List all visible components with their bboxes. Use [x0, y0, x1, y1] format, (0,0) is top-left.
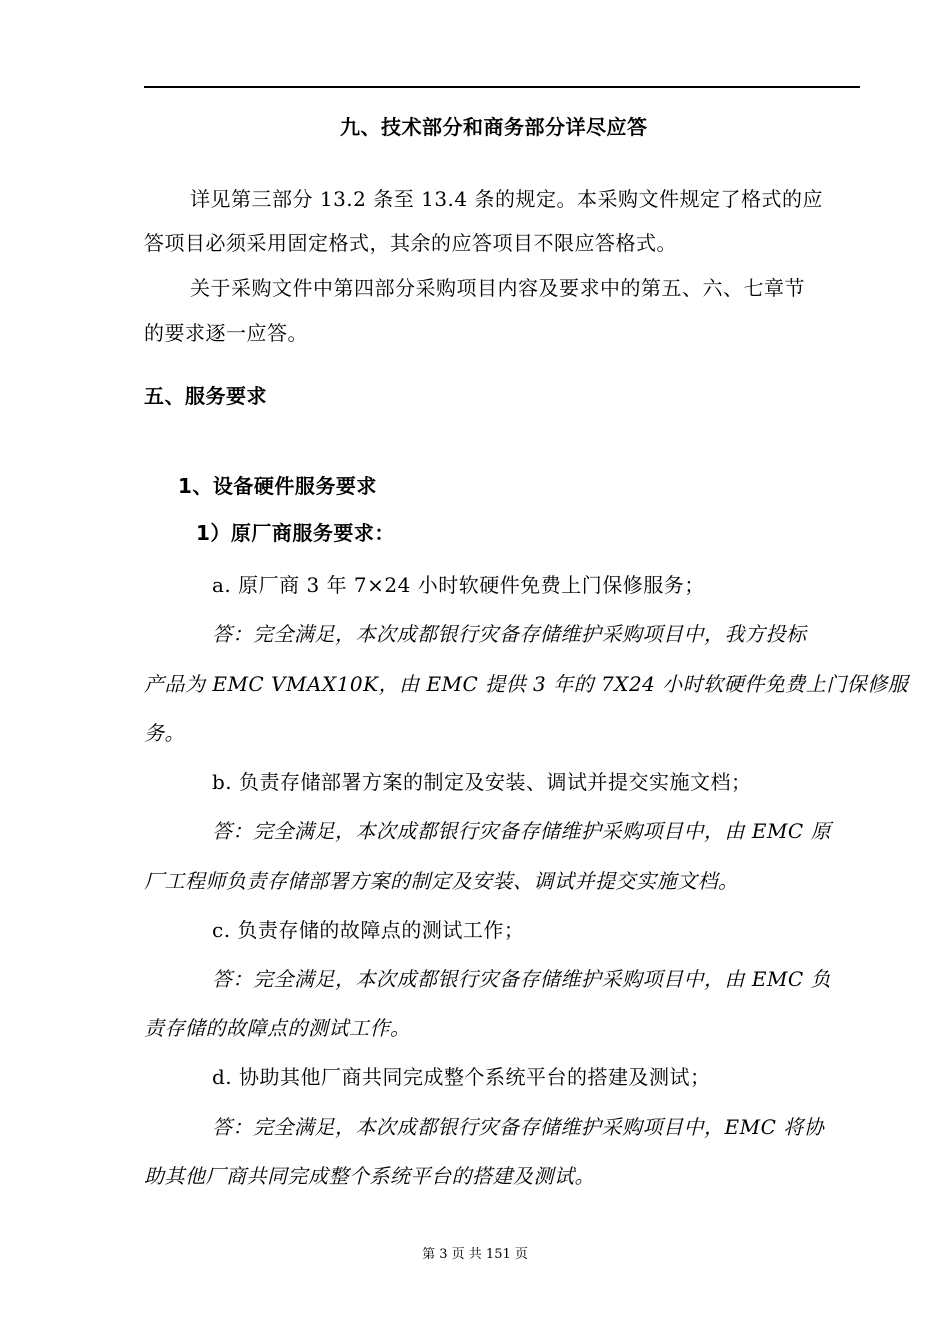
- requirement-a: a. 原厂商 3 年 7×24 小时软硬件免费上门保修服务；: [212, 573, 705, 597]
- requirement-c: c. 负责存储的故障点的测试工作；: [212, 918, 525, 942]
- intro-line-4: 的要求逐一应答。: [144, 321, 308, 345]
- answer-d-line-1: 答：完全满足，本次成都银行灾备存储维护采购项目中，EMC 将协: [212, 1115, 825, 1139]
- answer-c-line-1: 答：完全满足，本次成都银行灾备存储维护采购项目中，由 EMC 负: [212, 967, 832, 991]
- header-rule: [144, 86, 860, 88]
- answer-d-line-2: 助其他厂商共同完成整个系统平台的搭建及测试。: [144, 1164, 595, 1188]
- answer-a-line-1: 答：完全满足，本次成都银行灾备存储维护采购项目中，我方投标: [212, 622, 807, 646]
- intro-line-1: 详见第三部分 13.2 条至 13.4 条的规定。本采购文件规定了格式的应: [190, 187, 823, 211]
- intro-line-2: 答项目必须采用固定格式，其余的应答项目不限应答格式。: [144, 231, 677, 255]
- section-title: 九、技术部分和商务部分详尽应答: [340, 115, 648, 139]
- requirement-d: d. 协助其他厂商共同完成整个系统平台的搭建及测试；: [212, 1065, 711, 1089]
- answer-a-line-2: 产品为 EMC VMAX10K，由 EMC 提供 3 年的 7X24 小时软硬件免费上门保修服: [144, 672, 909, 696]
- answer-b-line-1: 答：完全满足，本次成都银行灾备存储维护采购项目中，由 EMC 原: [212, 819, 832, 843]
- answer-c-line-2: 责存储的故障点的测试工作。: [144, 1016, 411, 1040]
- heading-services: 五、服务要求: [144, 384, 267, 408]
- answer-a-line-3: 务。: [144, 721, 185, 745]
- answer-b-line-2: 厂工程师负责存储部署方案的制定及安装、调试并提交实施文档。: [144, 869, 739, 893]
- page-footer: 第 3 页 共 151 页: [422, 1247, 528, 1262]
- requirement-b: b. 负责存储部署方案的制定及安装、调试并提交实施文档；: [212, 770, 752, 794]
- heading-hardware-services: 1、设备硬件服务要求: [178, 474, 377, 498]
- heading-vendor-requirements: 1）原厂商服务要求：: [196, 521, 395, 545]
- intro-line-3: 关于采购文件中第四部分采购项目内容及要求中的第五、六、七章节: [190, 276, 805, 300]
